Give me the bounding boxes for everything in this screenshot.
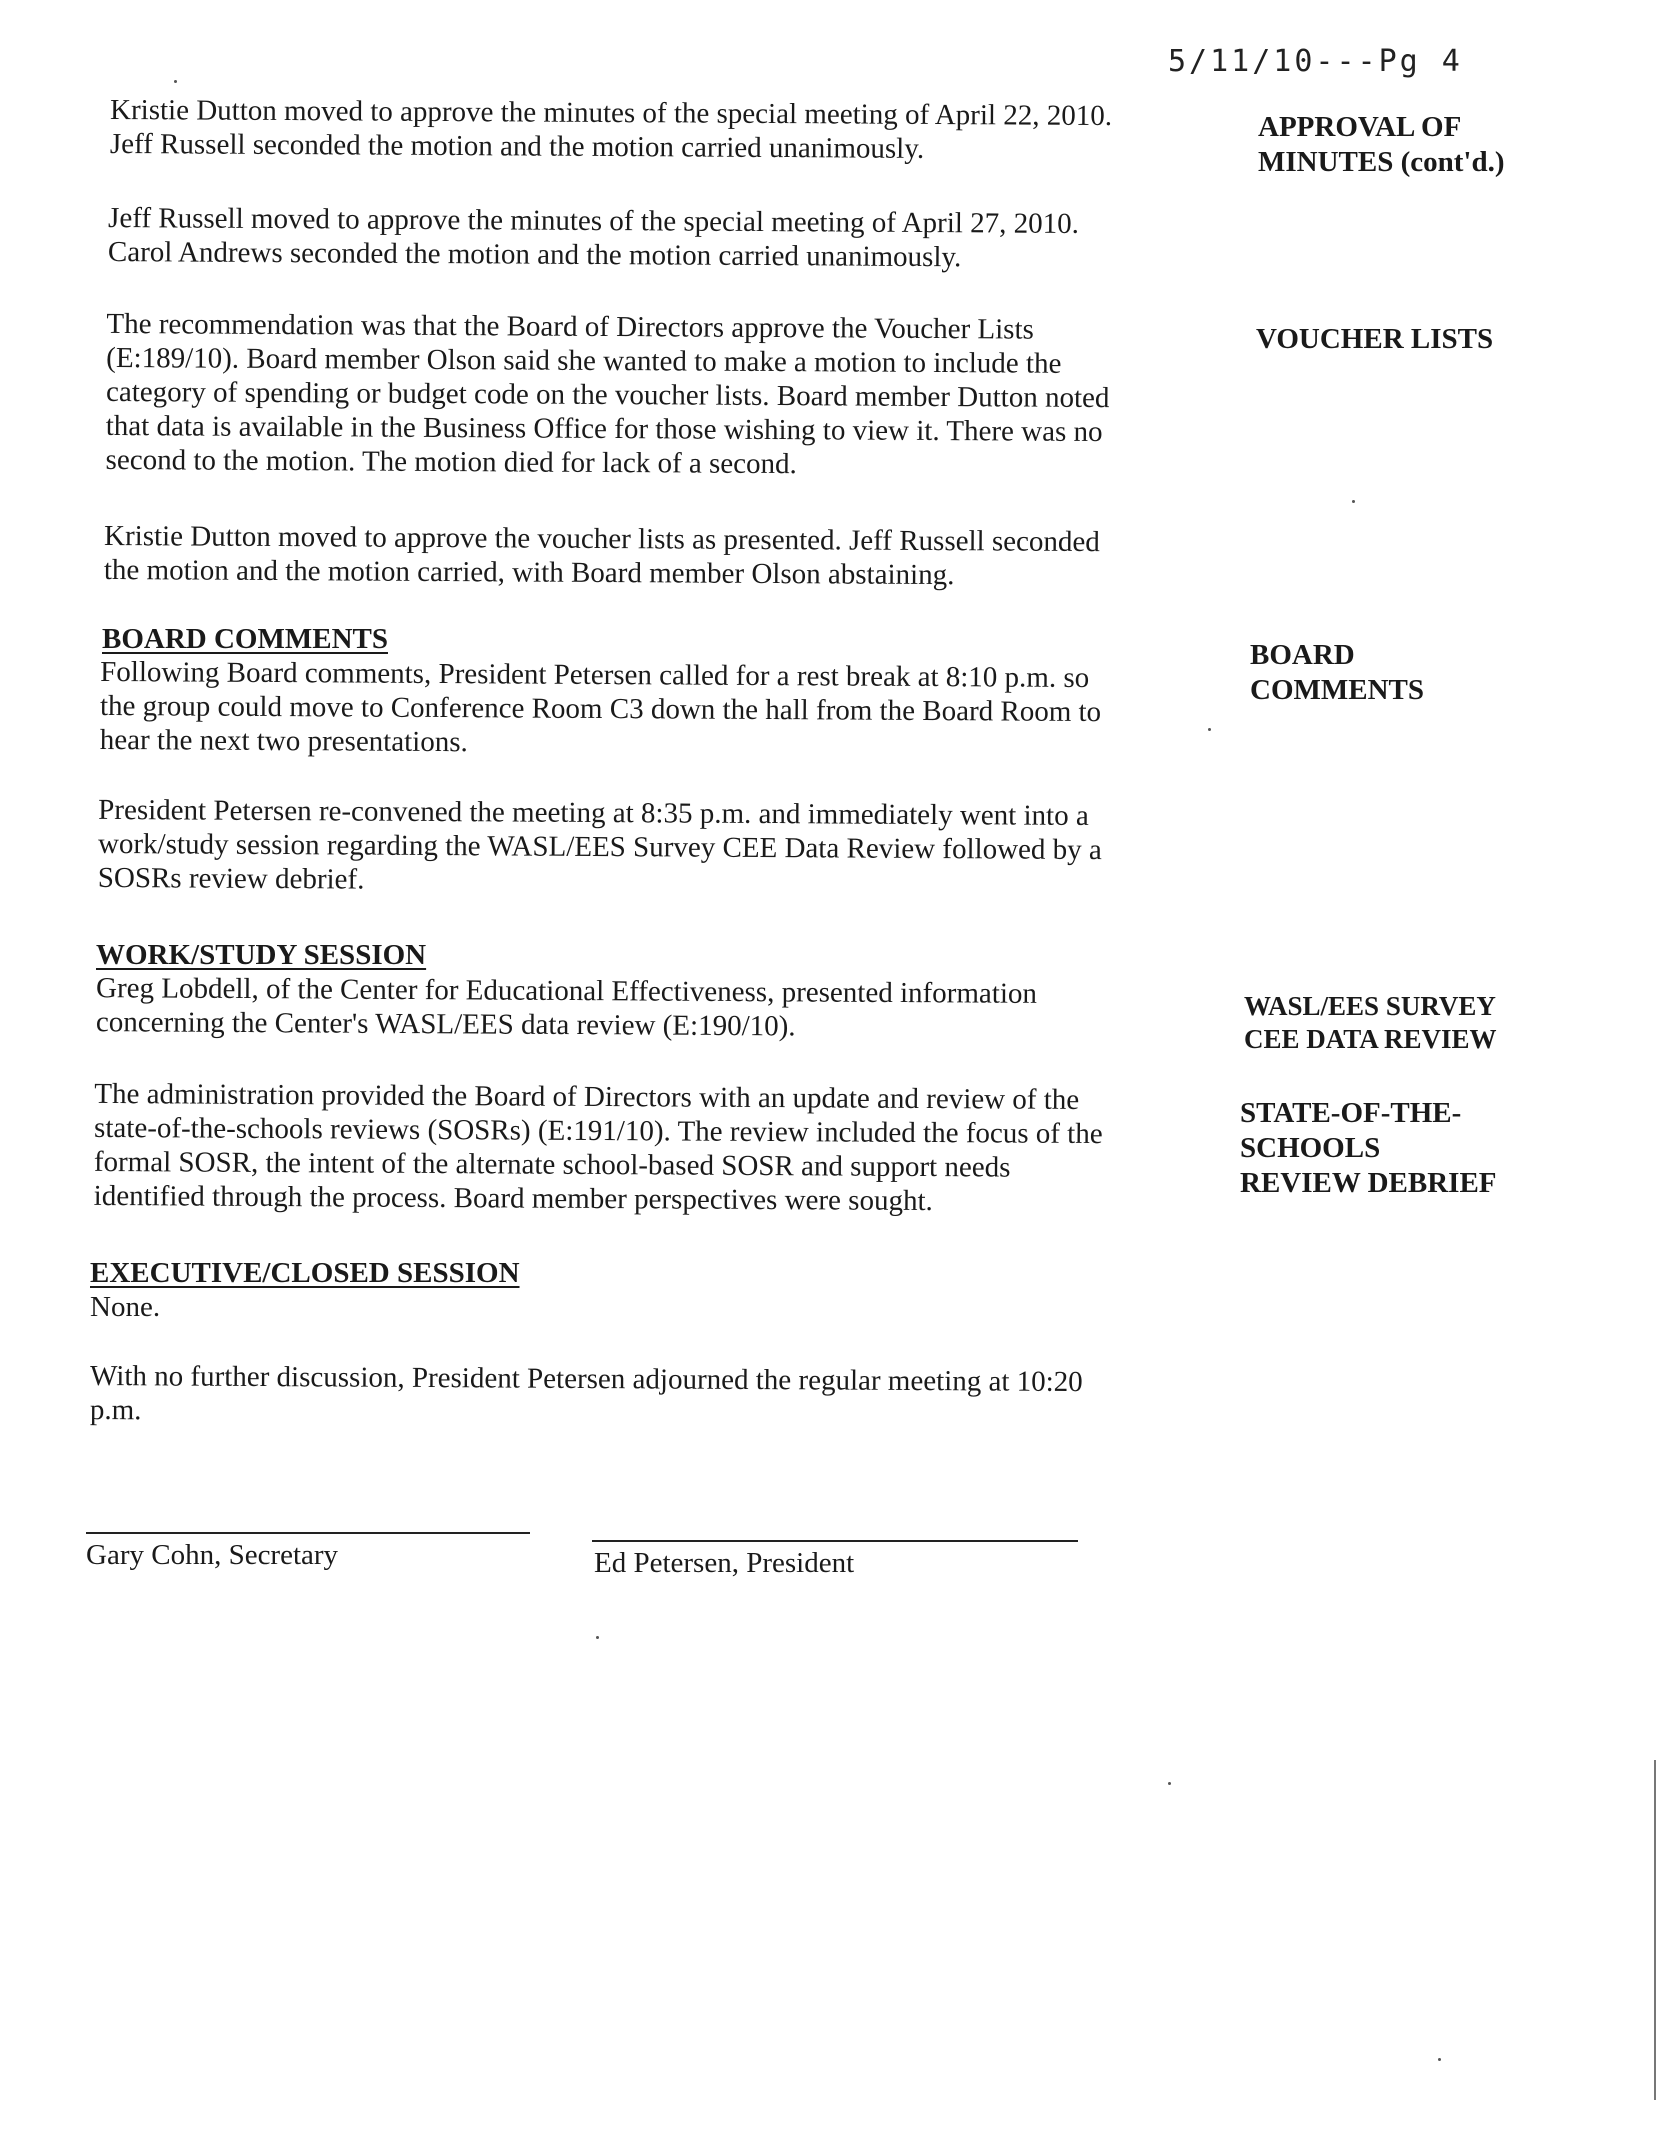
paragraph-approval-april-22: Kristie Dutton moved to approve the minutes of the special meeting of April 22, 2010. Jeff Russell seconded the motion and the motion carried unanimously. — [109, 93, 1113, 165]
scan-speck — [1352, 500, 1355, 503]
paragraph-executive-none: None. — [90, 1291, 161, 1323]
margin-heading-voucher-lists: VOUCHER LISTS — [1256, 323, 1494, 355]
margin-heading-state-of-schools: STATE-OF-THE- SCHOOLS REVIEW DEBRIEF — [1240, 1097, 1497, 1199]
scan-edge-line — [1654, 1760, 1656, 2100]
secretary-name: Gary Cohn, Secretary — [86, 1539, 339, 1571]
paragraph-reconvened: President Petersen re-convened the meeting at 8:35 p.m. and immediately went into a work/study session regarding the WASL/EES Survey CEE Data Review followed by a SOSRs review debrief. — [97, 793, 1102, 896]
paragraph-voucher-recommendation: The recommendation was that the Board of Directors approve the Voucher Lists (E:189/10). Board member Olson said she wanted to make a motion to include the category of spending or budget code on the voucher lists. Board member Dutton noted that data is available in the Business Office for those wishing to view it. There was no second to the motion. The motion died for lack of a second. — [105, 307, 1110, 481]
paragraph-sosr-review: The administration provided the Board of Directors with an update and review of the state-of-the-schools reviews (SOSRs) (E:191/10). The review included the focus of the formal SOSR, the intent of the alternate school-based SOSR and support needs identified through the process. Board member perspectives were sought. — [93, 1077, 1103, 1218]
scan-speck — [1168, 1782, 1171, 1785]
paragraph-board-comments: Following Board comments, President Petersen called for a rest break at 8:10 p.m. so the group could move to Conference Room C3 down the hall from the Board Room to hear the next two presentations. — [99, 655, 1102, 759]
paragraph-cee-presentation: Greg Lobdell, of the Center for Educational Effectiveness, presented information concerning the Center's WASL/EES data review (E:190/10). — [95, 972, 1038, 1043]
scan-speck — [596, 1636, 599, 1639]
heading-work-study-session: WORK/STUDY SESSION — [96, 939, 427, 971]
scan-speck — [1438, 2058, 1441, 2061]
scan-speck — [1208, 728, 1211, 731]
president-name: Ed Petersen, President — [594, 1547, 855, 1579]
paragraph-approval-april-27: Jeff Russell moved to approve the minutes of the special meeting of April 27, 2010. Carol Andrews seconded the motion and the motion carried unanimously. — [107, 202, 1079, 274]
heading-board-comments: BOARD COMMENTS — [102, 623, 388, 655]
page-number-stamp: 5/11/10---Pg 4 — [1168, 44, 1463, 79]
paragraph-voucher-motion: Kristie Dutton moved to approve the voucher lists as presented. Jeff Russell seconded the motion and the motion carried, with Board member Olson abstaining. — [103, 519, 1100, 592]
president-signature-line — [592, 1540, 1078, 1542]
paragraph-adjournment: With no further discussion, President Petersen adjourned the regular meeting at 10:20 p.m. — [89, 1359, 1083, 1427]
margin-heading-board-comments: BOARD COMMENTS — [1250, 639, 1424, 706]
secretary-signature-line — [86, 1532, 530, 1534]
margin-heading-approval-of-minutes: APPROVAL OF MINUTES (cont'd.) — [1258, 111, 1505, 178]
margin-heading-wasl-ees-survey: WASL/EES SURVEY CEE DATA REVIEW — [1244, 991, 1497, 1054]
heading-executive-closed-session: EXECUTIVE/CLOSED SESSION — [90, 1257, 520, 1289]
scan-speck — [174, 80, 177, 83]
